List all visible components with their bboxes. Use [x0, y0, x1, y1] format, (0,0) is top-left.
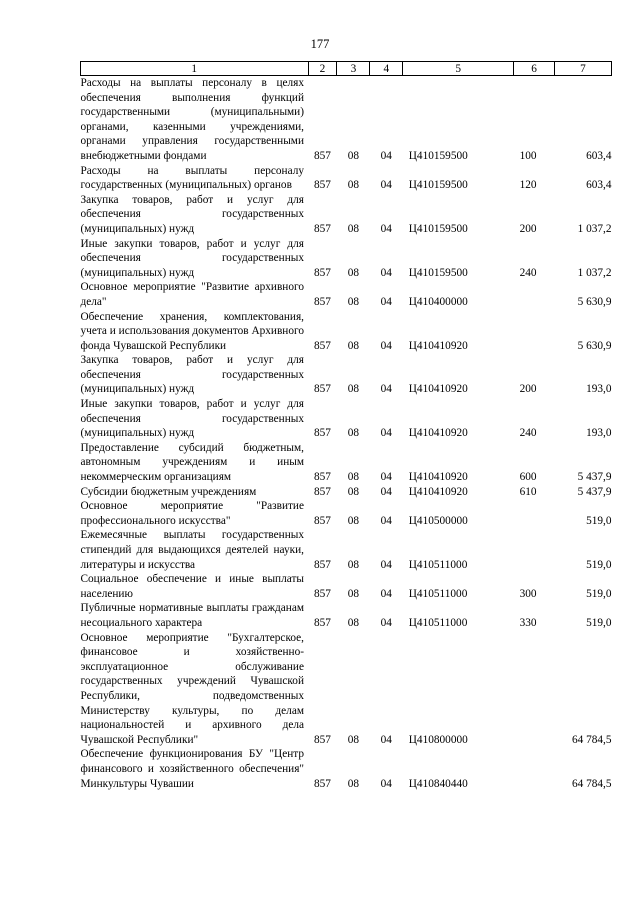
table-row	[81, 631, 612, 748]
section-code-cell: 08	[347, 222, 360, 235]
ved-code-cell: 857	[314, 558, 331, 571]
amount-cell: 1 037,2	[577, 222, 612, 235]
target-article-cell: Ц410410920	[408, 339, 468, 352]
table-row	[81, 76, 612, 164]
row-name-cell: Обеспечение функционирования БУ "Центр финансового и хозяйственного обеспечения" Минкультуры Чувашии	[80, 748, 304, 790]
ved-code-cell: 857	[314, 587, 331, 600]
expense-type-cell	[514, 280, 555, 309]
section-code-cell: 08	[347, 733, 360, 746]
table-row	[81, 310, 612, 354]
expense-type-cell	[514, 310, 555, 354]
column-header: 7	[555, 62, 612, 76]
ved-code-cell: 857	[314, 222, 331, 235]
table-row	[81, 193, 612, 237]
row-name-cell: Расходы на выплаты персоналу государственных (муниципальных) органов	[80, 164, 304, 192]
target-article-cell: Ц410511000	[408, 558, 468, 571]
column-header: 3	[337, 62, 370, 76]
section-code-cell: 08	[347, 514, 360, 527]
amount-cell: 5 437,9	[577, 471, 612, 484]
row-name-cell: Социальное обеспечение и иные выплаты населению	[80, 573, 304, 600]
row-name-cell: Закупка товаров, работ и услуг для обеспечения государственных (муниципальных) нужд	[80, 193, 304, 235]
table-header-row	[81, 62, 612, 76]
subsection-code-cell: 04	[380, 733, 392, 746]
expense-type-cell: 600	[519, 471, 537, 484]
target-article-cell: Ц410410920	[408, 485, 468, 498]
row-name-cell: Расходы на выплаты персоналу в целях обеспечения выполнения функций государственными (муниципальными) органами, казенными учреждениями, органами управления государственными внебюджетными фондами	[80, 77, 304, 162]
target-article-cell: Ц410410920	[408, 471, 468, 484]
amount-cell: 603,4	[586, 149, 612, 162]
row-name-cell: Закупка товаров, работ и услуг для обеспечения государственных (муниципальных) нужд	[80, 354, 304, 396]
ved-code-cell: 857	[314, 266, 331, 279]
ved-code-cell: 857	[314, 427, 331, 440]
target-article-cell: Ц410159500	[408, 266, 468, 279]
expense-type-cell: 240	[519, 427, 537, 440]
amount-cell: 519,0	[586, 558, 612, 571]
ved-code-cell: 857	[314, 295, 331, 308]
table-row	[81, 280, 612, 309]
amount-cell: 5 437,9	[577, 485, 612, 498]
table-row	[81, 441, 612, 485]
subsection-code-cell: 04	[380, 587, 392, 600]
ved-code-cell: 857	[314, 149, 331, 162]
table-row	[81, 528, 612, 572]
target-article-cell: Ц410159500	[408, 179, 468, 192]
amount-cell: 64 784,5	[571, 777, 612, 790]
row-name-cell: Основное мероприятие "Бухгалтерское, финансовое и хозяйственно-эксплуатационное обслуживание государственных учреждений Чувашской Республики, подведомственных Министерству культуры, по делам национальностей и архивного дела Чувашской Республики"	[80, 631, 304, 746]
expense-type-cell: 240	[519, 266, 537, 279]
row-name-cell: Основное мероприятие "Развитие архивного дела"	[80, 281, 304, 308]
expense-type-cell: 610	[519, 485, 537, 498]
table-row	[81, 353, 612, 397]
ved-code-cell: 857	[314, 339, 331, 352]
table-row	[81, 485, 612, 500]
column-header: 4	[370, 62, 403, 76]
target-article-cell: Ц410840440	[408, 777, 468, 790]
row-name-cell: Субсидии бюджетным учреждениям	[80, 485, 257, 498]
ved-code-cell: 857	[314, 471, 331, 484]
ved-code-cell: 857	[314, 514, 331, 527]
amount-cell: 1 037,2	[577, 266, 612, 279]
subsection-code-cell: 04	[380, 471, 392, 484]
amount-cell: 193,0	[586, 383, 612, 396]
subsection-code-cell: 04	[380, 179, 392, 192]
ved-code-cell: 857	[314, 383, 331, 396]
amount-cell: 64 784,5	[571, 733, 612, 746]
expense-type-cell: 200	[519, 222, 537, 235]
section-code-cell: 08	[347, 777, 360, 790]
subsection-code-cell: 04	[380, 777, 392, 790]
subsection-code-cell: 04	[380, 485, 392, 498]
expense-type-cell	[514, 747, 555, 791]
table-row	[81, 164, 612, 193]
section-code-cell: 08	[347, 427, 360, 440]
subsection-code-cell: 04	[380, 222, 392, 235]
ved-code-cell: 857	[314, 485, 331, 498]
expense-type-cell: 100	[519, 149, 537, 162]
target-article-cell: Ц410800000	[408, 733, 468, 746]
column-header: 2	[308, 62, 337, 76]
subsection-code-cell: 04	[380, 383, 392, 396]
section-code-cell: 08	[347, 149, 360, 162]
subsection-code-cell: 04	[380, 149, 392, 162]
column-header: 1	[81, 62, 309, 76]
subsection-code-cell: 04	[380, 427, 392, 440]
expense-type-cell	[514, 499, 555, 528]
target-article-cell: Ц410400000	[408, 295, 468, 308]
expense-type-cell: 200	[519, 383, 537, 396]
row-name-cell: Публичные нормативные выплаты гражданам несоциального характера	[80, 602, 304, 629]
expense-type-cell: 120	[519, 179, 537, 192]
amount-cell: 5 630,9	[577, 295, 612, 308]
table-row	[81, 397, 612, 441]
subsection-code-cell: 04	[380, 339, 392, 352]
target-article-cell: Ц410500000	[408, 514, 468, 527]
row-name-cell: Ежемесячные выплаты государственных стипендий для выдающихся деятелей науки, литературы и искусства	[80, 529, 304, 571]
budget-table	[80, 61, 612, 791]
section-code-cell: 08	[347, 383, 360, 396]
column-header: 5	[403, 62, 514, 76]
table-row	[81, 499, 612, 528]
amount-cell: 519,0	[586, 587, 612, 600]
target-article-cell: Ц410511000	[408, 616, 468, 629]
table-row	[81, 747, 612, 791]
row-name-cell: Предоставление субсидий бюджетным, автономным учреждениям и иным некоммерческим организациям	[80, 441, 304, 484]
target-article-cell: Ц410410920	[408, 383, 468, 396]
table-row	[81, 601, 612, 630]
row-name-cell: Обеспечение хранения, комплектования, учета и использования документов Архивного фонда Чувашской Республики	[80, 310, 304, 352]
row-name-cell: Иные закупки товаров, работ и услуг для обеспечения государственных (муниципальных) нужд	[80, 237, 304, 279]
page-number: 177	[310, 37, 330, 51]
subsection-code-cell: 04	[380, 295, 392, 308]
row-name-cell: Основное мероприятие "Развитие профессионального искусства"	[80, 500, 304, 527]
table-body	[81, 76, 612, 792]
expense-type-cell: 330	[519, 616, 537, 629]
section-code-cell: 08	[347, 616, 360, 629]
ved-code-cell: 857	[314, 179, 331, 192]
expense-type-cell: 300	[519, 587, 537, 600]
section-code-cell: 08	[347, 295, 360, 308]
column-header: 6	[514, 62, 555, 76]
subsection-code-cell: 04	[380, 266, 392, 279]
ved-code-cell: 857	[314, 733, 331, 746]
table-row	[81, 572, 612, 601]
target-article-cell: Ц410511000	[408, 587, 468, 600]
target-article-cell: Ц410410920	[408, 427, 468, 440]
table-row	[81, 237, 612, 281]
expense-type-cell	[514, 528, 555, 572]
subsection-code-cell: 04	[380, 616, 392, 629]
section-code-cell: 08	[347, 471, 360, 484]
ved-code-cell: 857	[314, 777, 331, 790]
section-code-cell: 08	[347, 587, 360, 600]
subsection-code-cell: 04	[380, 558, 392, 571]
section-code-cell: 08	[347, 266, 360, 279]
amount-cell: 5 630,9	[577, 339, 612, 352]
subsection-code-cell: 04	[380, 514, 392, 527]
amount-cell: 519,0	[586, 616, 612, 629]
section-code-cell: 08	[347, 179, 360, 192]
section-code-cell: 08	[347, 485, 360, 498]
amount-cell: 603,4	[586, 179, 612, 192]
expense-type-cell	[514, 631, 555, 748]
ved-code-cell: 857	[314, 616, 331, 629]
section-code-cell: 08	[347, 339, 360, 352]
section-code-cell: 08	[347, 558, 360, 571]
amount-cell: 193,0	[586, 427, 612, 440]
target-article-cell: Ц410159500	[408, 222, 468, 235]
row-name-cell: Иные закупки товаров, работ и услуг для обеспечения государственных (муниципальных) нужд	[80, 398, 304, 440]
target-article-cell: Ц410159500	[408, 149, 468, 162]
amount-cell: 519,0	[586, 514, 612, 527]
